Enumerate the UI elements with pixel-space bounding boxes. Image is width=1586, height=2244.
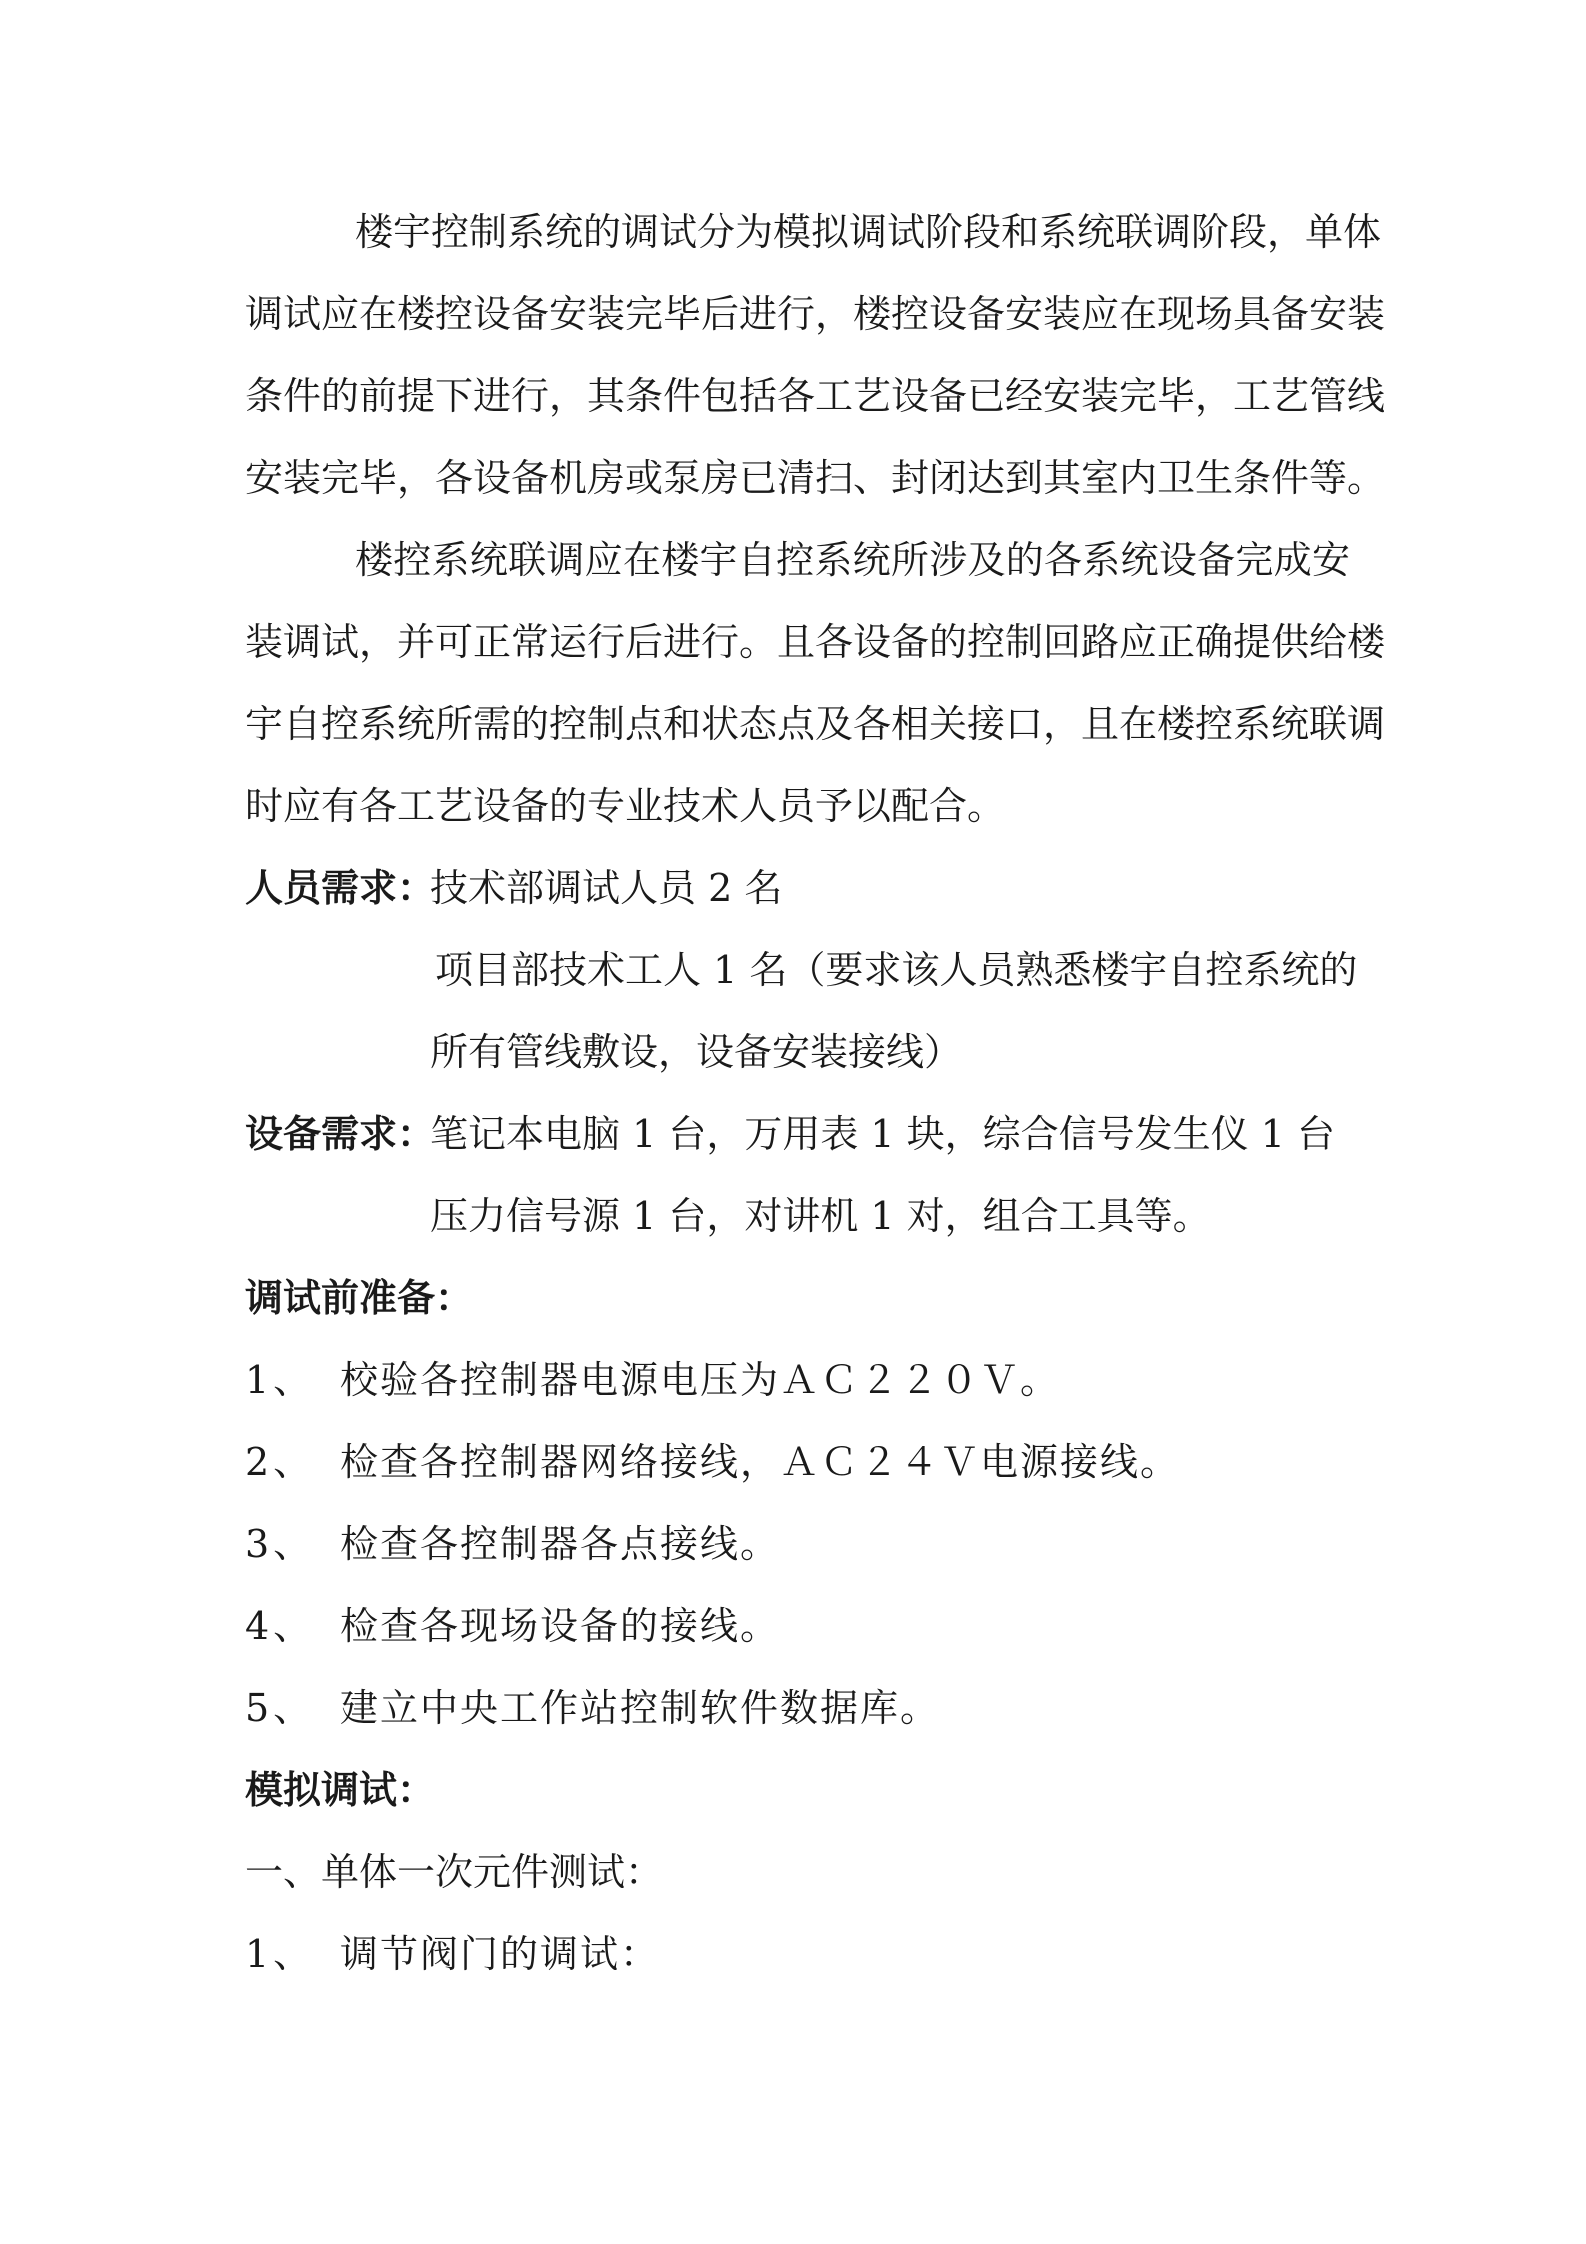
prep-item-text: 检查各控制器各点接线。 — [340, 1522, 781, 1566]
prep-item-number: 4、 — [245, 1604, 316, 1648]
paragraph-line: 调试应在楼控设备安装完毕后进行，楼控设备安装应在现场具备安装 — [245, 292, 1386, 336]
personnel-line: 项目部技术工人 1 名（要求该人员熟悉楼宇自控系统的 — [435, 948, 1358, 992]
paragraph-line: 安装完毕，各设备机房或泵房已清扫、封闭达到其室内卫生条件等。 — [245, 456, 1386, 500]
personnel-label: 人员需求： — [245, 865, 436, 910]
section-title: 一、单体一次元件测试： — [245, 1850, 664, 1894]
prep-item-text: 校验各控制器电源电压为ＡＣ２２０Ｖ。 — [340, 1358, 1061, 1402]
paragraph-line: 楼宇控制系统的调试分为模拟调试阶段和系统联调阶段，单体 — [355, 210, 1382, 254]
prep-item-number: 5、 — [245, 1686, 316, 1730]
equipment-requirements — [0, 1108, 1586, 1160]
personnel-requirements — [0, 862, 1586, 914]
personnel-line: 技术部调试人员 2 名 — [430, 866, 783, 910]
equipment-label: 设备需求： — [245, 1111, 436, 1156]
prep-heading: 调试前准备： — [245, 1275, 474, 1320]
paragraph-line: 楼控系统联调应在楼宇自控系统所涉及的各系统设备完成安 — [355, 538, 1350, 582]
prep-item — [0, 1600, 1586, 1652]
prep-item-number: 3、 — [245, 1522, 316, 1566]
sub-item-text: 调节阀门的调试： — [340, 1932, 661, 1976]
prep-item — [0, 1682, 1586, 1734]
sub-item — [0, 1928, 1586, 1980]
equipment-line: 压力信号源 1 台，对讲机 1 对，组合工具等。 — [430, 1194, 1211, 1238]
equipment-line: 笔记本电脑 1 台，万用表 1 块，综合信号发生仪 1 台 — [430, 1112, 1336, 1156]
prep-item-text: 建立中央工作站控制软件数据库。 — [340, 1686, 941, 1730]
prep-item-number: 2、 — [245, 1440, 316, 1484]
paragraph-line: 时应有各工艺设备的专业技术人员予以配合。 — [245, 784, 1006, 828]
personnel-line: 所有管线敷设，设备安装接线） — [430, 1030, 963, 1074]
prep-item-text: 检查各控制器网络接线，ＡＣ２４Ｖ电源接线。 — [340, 1440, 1181, 1484]
sub-item-number: 1、 — [245, 1932, 316, 1976]
prep-item — [0, 1436, 1586, 1488]
paragraph-line: 宇自控系统所需的控制点和状态点及各相关接口，且在楼控系统联调 — [245, 702, 1386, 746]
paragraph-line: 条件的前提下进行，其条件包括各工艺设备已经安装完毕，工艺管线 — [245, 374, 1386, 418]
prep-item — [0, 1354, 1586, 1406]
prep-item-number: 1、 — [245, 1358, 316, 1402]
prep-item-text: 检查各现场设备的接线。 — [340, 1604, 781, 1648]
simulation-heading: 模拟调试： — [245, 1767, 436, 1812]
prep-item — [0, 1518, 1586, 1570]
paragraph-line: 装调试，并可正常运行后进行。且各设备的控制回路应正确提供给楼 — [245, 620, 1386, 664]
